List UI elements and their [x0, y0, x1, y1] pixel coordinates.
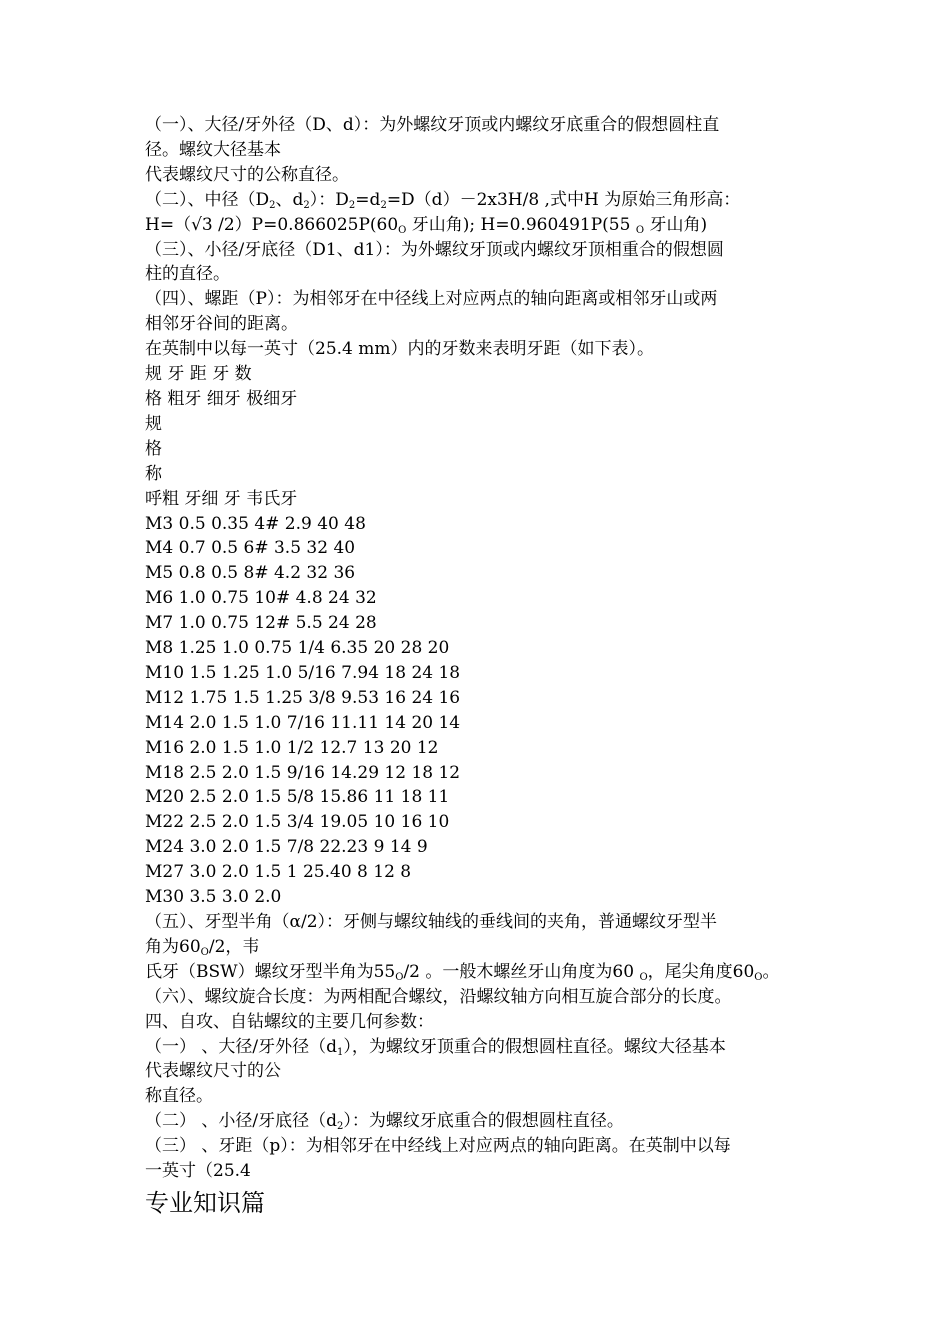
text-line: M8 1.25 1.0 0.75 1/4 6.35 20 28 20: [145, 638, 450, 659]
text-line: [145, 188, 810, 213]
subscript: O: [200, 946, 209, 958]
text-line: 格 粗牙 细牙 极细牙: [145, 388, 298, 409]
text-line: 相邻牙谷间的距离。: [145, 314, 298, 335]
text-line: M12 1.75 1.5 1.25 3/8 9.53 16 24 16: [145, 687, 461, 708]
subscript: 2: [269, 199, 276, 211]
text-run: /2，韦: [208, 936, 260, 957]
text-line: [145, 213, 810, 238]
text-line: 呼粗 牙细 牙 韦氏牙: [145, 488, 298, 509]
subscript: 2: [303, 199, 310, 211]
text-line: M10 1.5 1.25 1.0 5/16 7.94 18 24 18: [145, 662, 461, 683]
text-line: （一）、大径/牙外径（D、d）：为外螺纹牙顶或内螺纹牙底重合的假想圆柱直: [145, 115, 720, 135]
text-run: 角为60: [145, 936, 201, 957]
text-run: ），为螺纹牙顶重合的假想圆柱直径。螺纹大径基本: [343, 1036, 726, 1057]
text-line: 称: [145, 463, 162, 484]
text-line: （三）、小径/牙底径（D1、d1）：为外螺纹牙顶或内螺纹牙顶相重合的假想圆: [145, 239, 724, 260]
document-body: [145, 113, 810, 1184]
text-run: 牙山角); H=0.960491P(55: [406, 214, 636, 235]
text-line: 代表螺纹尺寸的公: [145, 1061, 281, 1082]
text-line: M14 2.0 1.5 1.0 7/16 11.11 14 20 14: [145, 712, 461, 733]
text-run: ）：D: [309, 189, 349, 210]
text-line: [145, 935, 810, 960]
subscript: O: [635, 224, 645, 236]
text-line: M24 3.0 2.0 1.5 7/8 22.23 9 14 9: [145, 837, 428, 858]
text-line: 径。螺纹大径基本: [145, 139, 281, 160]
text-line: M7 1.0 0.75 12# 5.5 24 28: [145, 613, 377, 634]
text-line: [145, 1035, 810, 1060]
document-page: [145, 113, 810, 1220]
subscript: O: [395, 971, 404, 983]
subscript: O: [639, 971, 648, 983]
text-line: （五）、牙型半角（α/2）：牙侧与螺纹轴线的垂线间的夹角，普通螺纹牙型半: [145, 912, 718, 932]
text-run: =d: [355, 189, 381, 210]
text-run: 。: [762, 961, 780, 982]
text-run: 牙山角): [644, 214, 708, 235]
text-line: M4 0.7 0.5 6# 3.5 32 40: [145, 538, 356, 559]
text-line: 柱的直径。: [145, 264, 230, 285]
text-line: [145, 1109, 810, 1134]
section-title: 专业知识篇: [145, 1188, 265, 1217]
text-run: ）：为螺纹牙底重合的假想圆柱直径。: [343, 1111, 624, 1132]
text-line: 格: [145, 438, 162, 459]
text-line: （四）、螺距（P）：为相邻牙在中径线上对应两点的轴向距离或相邻牙山或两: [145, 289, 718, 310]
text-line: 规: [145, 413, 162, 434]
subscript: 2: [348, 199, 356, 211]
text-line: 代表螺纹尺寸的公称直径。: [145, 164, 349, 185]
text-run: /2 。一般木螺丝牙山角度为60: [403, 961, 640, 982]
text-run: 氏牙（BSW）螺纹牙型半角为55: [145, 961, 396, 982]
text-line: M6 1.0 0.75 10# 4.8 24 32: [145, 588, 377, 609]
text-run: （二） 、小径/牙底径（d: [145, 1111, 338, 1132]
text-line: M3 0.5 0.35 4# 2.9 40 48: [145, 513, 366, 534]
text-line: M27 3.0 2.0 1.5 1 25.40 8 12 8: [145, 862, 412, 883]
text-line: M30 3.5 3.0 2.0: [145, 887, 282, 908]
subscript: O: [754, 971, 763, 983]
text-run: （二）、中径（D: [145, 189, 270, 210]
text-run: ，尾尖角度60: [647, 961, 755, 982]
text-run: （一） 、大径/牙外径（d: [145, 1036, 338, 1057]
text-line: 规 牙 距 牙 数: [145, 364, 252, 385]
text-run: =D（d）－2x3H/8 ,式中H 为原始三角形高：: [386, 189, 741, 210]
text-run: 、d: [275, 189, 304, 210]
text-line: （三） 、牙距（p）：为相邻牙在中经线上对应两点的轴向距离。在英制中以每: [145, 1136, 731, 1157]
text-line: M5 0.8 0.5 8# 4.2 32 36: [145, 563, 356, 584]
text-line: [145, 960, 810, 985]
text-run: H=（√3 /2）P=0.866025P(60: [145, 214, 399, 235]
text-line: M18 2.5 2.0 1.5 9/16 14.29 12 18 12: [145, 762, 461, 783]
text-line: 四、自攻、自钻螺纹的主要几何参数：: [145, 1011, 434, 1032]
text-line: M16 2.0 1.5 1.0 1/2 12.7 13 20 12: [145, 737, 439, 758]
text-line: 称直径。: [145, 1086, 213, 1107]
subscript: 2: [337, 1121, 344, 1133]
text-line: 一英寸（25.4: [145, 1161, 251, 1182]
text-line: （六）、螺纹旋合长度：为两相配合螺纹，沿螺纹轴方向相互旋合部分的长度。: [145, 986, 732, 1007]
subscript: 2: [380, 199, 387, 211]
subscript: O: [398, 224, 407, 236]
subscript: 1: [337, 1046, 344, 1058]
text-line: M20 2.5 2.0 1.5 5/8 15.86 11 18 11: [145, 787, 450, 808]
text-line: 在英制中以每一英寸（25.4 mm）内的牙数来表明牙距（如下表）。: [145, 339, 654, 360]
text-line: M22 2.5 2.0 1.5 3/4 19.05 10 16 10: [145, 812, 450, 833]
